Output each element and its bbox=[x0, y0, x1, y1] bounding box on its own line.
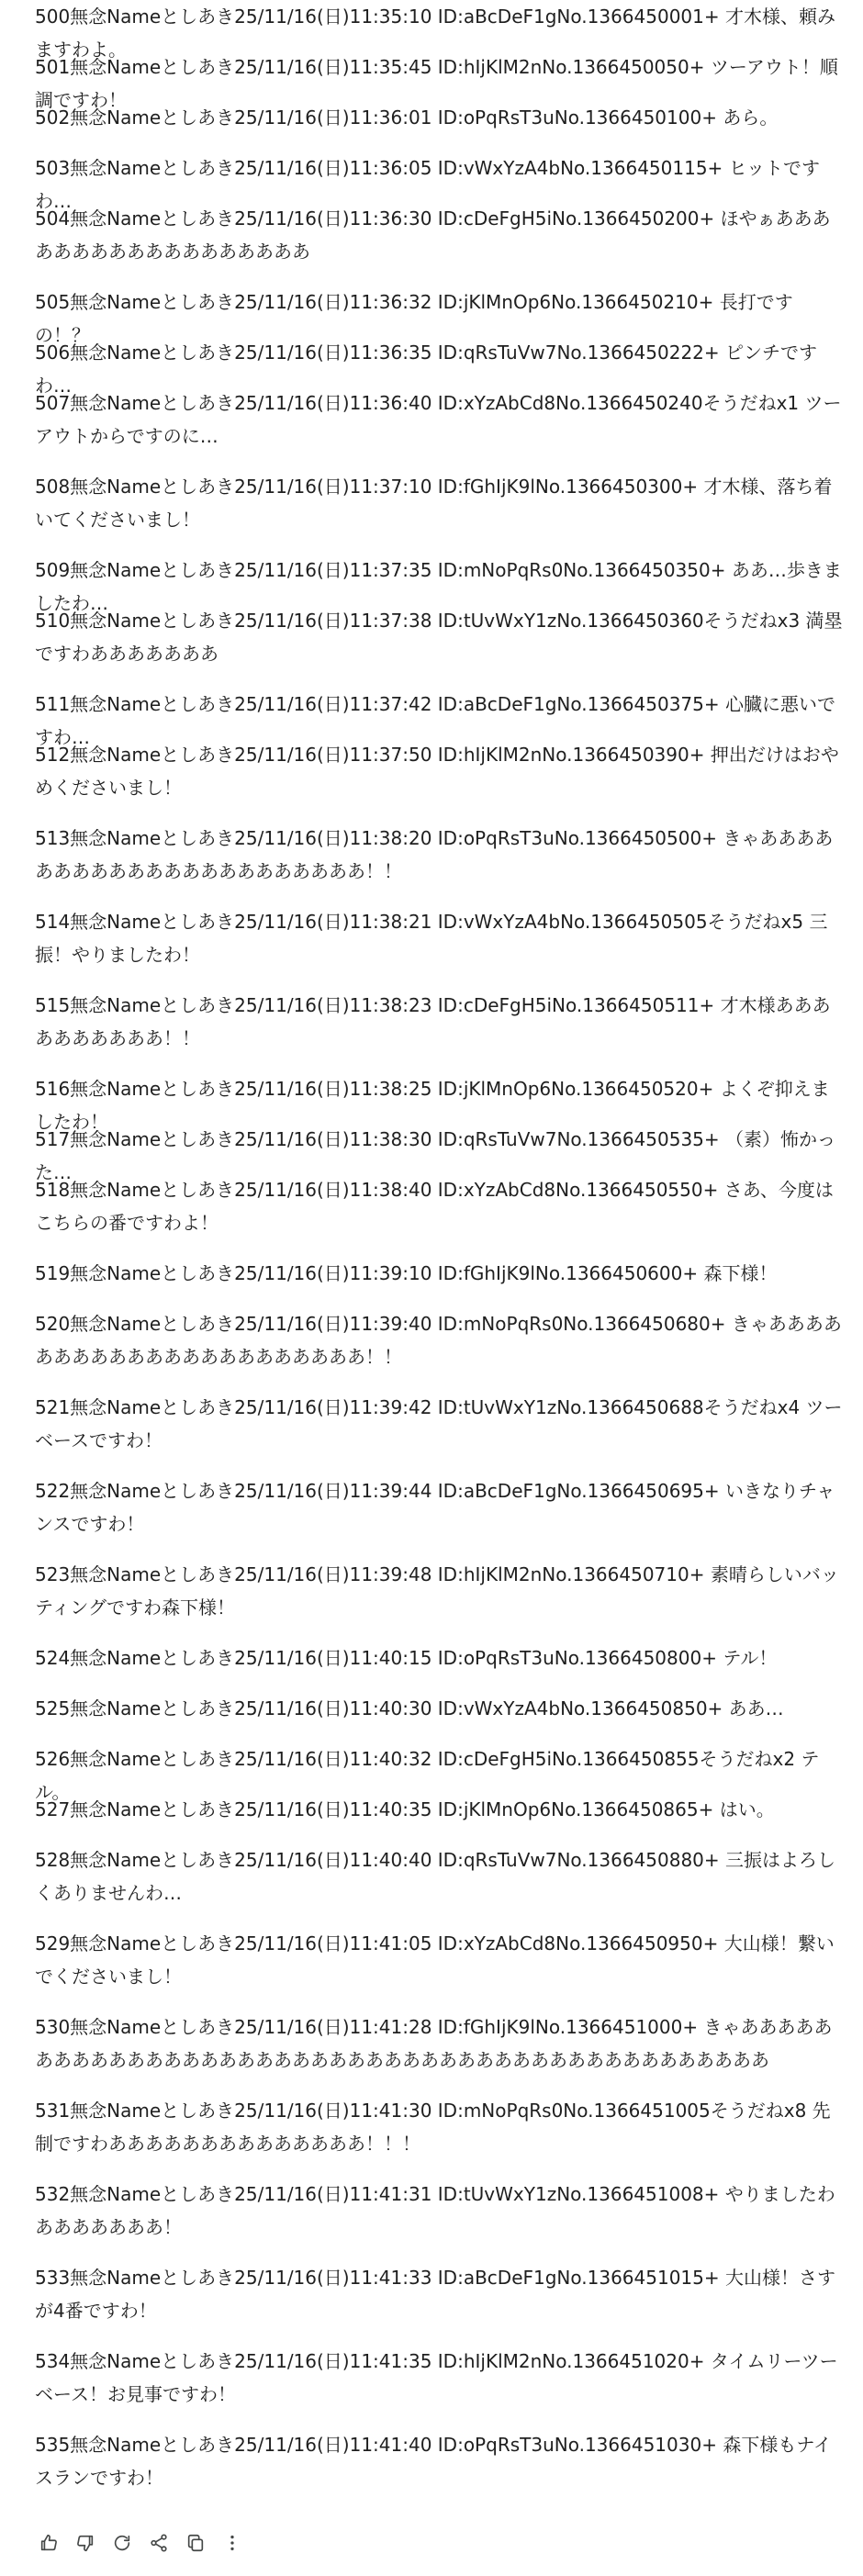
thread-post: 508無念Nameとしあき25/11/16(日)11:37:10 ID:fGhIjK9lNo.1366450300+ 才木様、落ち着いてくださいまし！ bbox=[35, 476, 833, 531]
thread-post: 516無念Nameとしあき25/11/16(日)11:38:25 ID:jKlMnOp6No.1366450520+ よくぞ抑えましたわ！ bbox=[35, 1078, 830, 1133]
thread-post: 533無念Nameとしあき25/11/16(日)11:41:33 ID:aBcDeF1gNo.1366451015+ 大山様！さすが4番ですわ！ bbox=[35, 2267, 835, 2322]
copy-icon bbox=[185, 2533, 206, 2553]
regenerate-button[interactable] bbox=[110, 2531, 134, 2555]
thumbs-up-button[interactable] bbox=[37, 2531, 61, 2555]
thread-post: 518無念Nameとしあき25/11/16(日)11:38:40 ID:xYzAbCd8No.1366450550+ さあ、今度はこちらの番ですわよ！ bbox=[35, 1179, 834, 1234]
share-button[interactable] bbox=[147, 2531, 171, 2555]
thread-post: 514無念Nameとしあき25/11/16(日)11:38:21 ID:vWxYzA4bNo.1366450505そうだねx5 三振！やりましたわ！ bbox=[35, 911, 828, 966]
thread-post: 525無念Nameとしあき25/11/16(日)11:40:30 ID:vWxYzA4bNo.1366450850+ ああ… bbox=[35, 1697, 784, 1719]
thread-post: 509無念Nameとしあき25/11/16(日)11:37:35 ID:mNoPqRs0No.1366450350+ ああ…歩きましたわ… bbox=[35, 559, 842, 614]
response-action-bar bbox=[37, 2526, 244, 2559]
share-icon bbox=[149, 2533, 169, 2553]
thread-post: 513無念Nameとしあき25/11/16(日)11:38:20 ID:oPqRsT3uNo.1366450500+ きゃああああああああああああああああああああああ！！ bbox=[35, 827, 834, 882]
thread-post: 520無念Nameとしあき25/11/16(日)11:39:40 ID:mNoPqRs0No.1366450680+ きゃああああああああああああああああああああああ！！ bbox=[35, 1313, 842, 1368]
thread-post: 506無念Nameとしあき25/11/16(日)11:36:35 ID:qRsTuVw7No.1366450222+ ピンチですわ… bbox=[35, 342, 818, 397]
thread-post: 517無念Nameとしあき25/11/16(日)11:38:30 ID:qRsTuVw7No.1366450535+ （素）怖かった… bbox=[35, 1128, 836, 1183]
thread-post: 524無念Nameとしあき25/11/16(日)11:40:15 ID:oPqRsT3uNo.1366450800+ テル！ bbox=[35, 1647, 778, 1669]
thread-post: 528無念Nameとしあき25/11/16(日)11:40:40 ID:qRsTuVw7No.1366450880+ 三振はよろしくありませんわ… bbox=[35, 1849, 836, 1904]
more-vertical-icon bbox=[222, 2533, 242, 2553]
thread-post: 531無念Nameとしあき25/11/16(日)11:41:30 ID:mNoPqRs0No.1366451005そうだねx8 先制ですわああああああああああああああ！！！ bbox=[35, 2100, 831, 2155]
thread-post: 530無念Nameとしあき25/11/16(日)11:41:28 ID:fGhIjK9lNo.1366451000+ きゃあああああああああああああああああああああああああああああああああああああああああああああ bbox=[35, 2016, 833, 2071]
thread-post: 500無念Nameとしあき25/11/16(日)11:35:10 ID:aBcDeF1gNo.1366450001+ 才木様、頼みますわよ。 bbox=[35, 6, 835, 61]
thread-post: 527無念Nameとしあき25/11/16(日)11:40:35 ID:jKlMnOp6No.1366450865+ はい。 bbox=[35, 1798, 775, 1820]
thread-post: 526無念Nameとしあき25/11/16(日)11:40:32 ID:cDeFgH5iNo.1366450855そうだねx2 テル。 bbox=[35, 1748, 820, 1803]
thumbs-up-icon bbox=[39, 2533, 59, 2553]
more-options-button[interactable] bbox=[220, 2531, 244, 2555]
thread-post: 529無念Nameとしあき25/11/16(日)11:41:05 ID:xYzAbCd8No.1366450950+ 大山様！繋いでくださいまし！ bbox=[35, 1932, 835, 1988]
copy-button[interactable] bbox=[184, 2531, 207, 2555]
thread-post: 535無念Nameとしあき25/11/16(日)11:41:40 ID:oPqRsT3uNo.1366451030+ 森下様もナイスランですわ！ bbox=[35, 2434, 832, 2489]
thumbs-down-icon bbox=[75, 2533, 95, 2553]
thread-post: 510無念Nameとしあき25/11/16(日)11:37:38 ID:tUvWxY1zNo.1366450360そうだねx3 満塁ですわあああああああ bbox=[35, 610, 843, 665]
thread-post: 507無念Nameとしあき25/11/16(日)11:36:40 ID:xYzAbCd8No.1366450240そうだねx1 ツーアウトからですのに… bbox=[35, 392, 842, 447]
thread-post: 521無念Nameとしあき25/11/16(日)11:39:42 ID:tUvWxY1zNo.1366450688そうだねx4 ツーベースですわ！ bbox=[35, 1396, 843, 1451]
thread-post: 504無念Nameとしあき25/11/16(日)11:36:30 ID:cDeFgH5iNo.1366450200+ ほやぁああああああああああああああああああ bbox=[35, 207, 831, 263]
thread-post: 501無念Nameとしあき25/11/16(日)11:35:45 ID:hIjKlM2nNo.1366450050+ ツーアウト！順調ですわ！ bbox=[35, 56, 838, 111]
thread-post: 502無念Nameとしあき25/11/16(日)11:36:01 ID:oPqRsT3uNo.1366450100+ あら。 bbox=[35, 106, 779, 129]
thread-post: 512無念Nameとしあき25/11/16(日)11:37:50 ID:hIjKlM2nNo.1366450390+ 押出だけはおやめくださいまし！ bbox=[35, 744, 839, 799]
thread-post: 523無念Nameとしあき25/11/16(日)11:39:48 ID:hIjKlM2nNo.1366450710+ 素晴らしいバッティングですわ森下様！ bbox=[35, 1563, 839, 1618]
thread-post: 532無念Nameとしあき25/11/16(日)11:41:31 ID:tUvWxY1zNo.1366451008+ やりましたわあああああああ！ bbox=[35, 2183, 835, 2238]
thread-post: 503無念Nameとしあき25/11/16(日)11:36:05 ID:vWxYzA4bNo.1366450115+ ヒットですわ… bbox=[35, 157, 821, 212]
thread-post: 505無念Nameとしあき25/11/16(日)11:36:32 ID:jKlMnOp6No.1366450210+ 長打ですの！？ bbox=[35, 291, 793, 346]
thread-post: 511無念Nameとしあき25/11/16(日)11:37:42 ID:aBcDeF1gNo.1366450375+ 心臓に悪いですわ… bbox=[35, 693, 835, 748]
thread-post: 515無念Nameとしあき25/11/16(日)11:38:23 ID:cDeFgH5iNo.1366450511+ 才木様ああああああああああ！！ bbox=[35, 994, 831, 1049]
thread-post: 522無念Nameとしあき25/11/16(日)11:39:44 ID:aBcDeF1gNo.1366450695+ いきなりチャンスですわ！ bbox=[35, 1480, 835, 1535]
regenerate-icon bbox=[112, 2533, 132, 2553]
thumbs-down-button[interactable] bbox=[73, 2531, 97, 2555]
thread-post: 534無念Nameとしあき25/11/16(日)11:41:35 ID:hIjKlM2nNo.1366451020+ タイムリーツーベース！お見事ですわ！ bbox=[35, 2350, 838, 2405]
thread-post: 519無念Nameとしあき25/11/16(日)11:39:10 ID:fGhIjK9lNo.1366450600+ 森下様！ bbox=[35, 1262, 778, 1284]
